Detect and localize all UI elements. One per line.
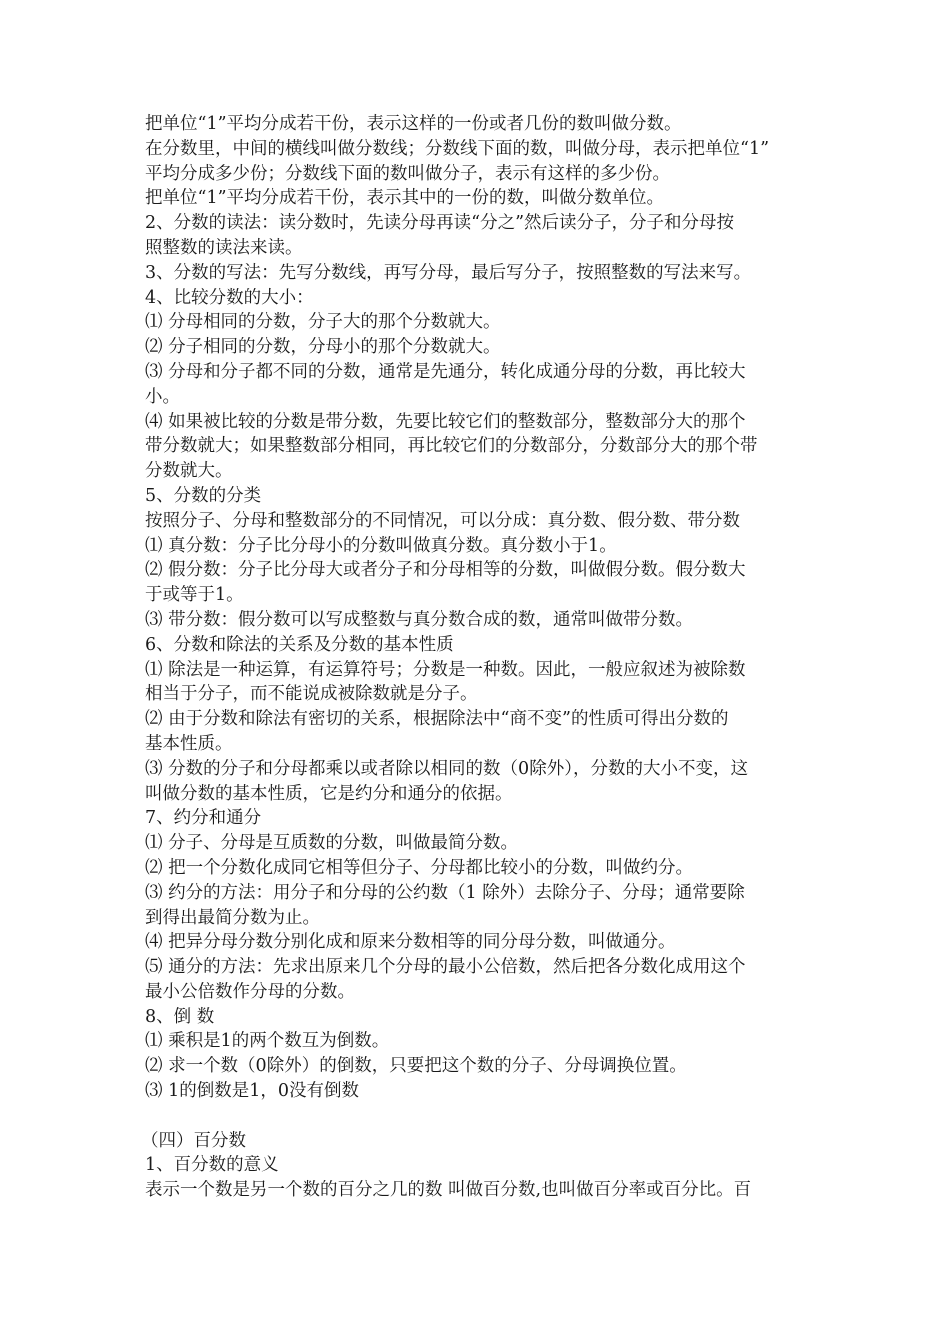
text-line: ⑵ 由于分数和除法有密切的关系，根据除法中“商不变”的性质可得出分数的 bbox=[145, 709, 729, 730]
text-line: ⑴ 乘积是1的两个数互为倒数。 bbox=[145, 1031, 390, 1052]
text-line: ⑵ 分子相同的分数，分母小的那个分数就大。 bbox=[145, 337, 501, 358]
text-line: 相当于分子，而不能说成被除数就是分子。 bbox=[145, 684, 478, 705]
text-line: 3、分数的写法：先写分数线，再写分母，最后写分子，按照整数的写法来写。 bbox=[145, 262, 752, 283]
text-line: 叫做分数的基本性质，它是约分和通分的依据。 bbox=[145, 783, 513, 804]
text-line: 4、比较分数的大小： bbox=[145, 287, 314, 308]
text-line: 把单位“1”平均分成若干份，表示其中的一份的数，叫做分数单位。 bbox=[145, 188, 665, 209]
text-line: 于或等于1。 bbox=[145, 585, 244, 606]
text-line: 平均分成多少份；分数线下面的数叫做分子，表示有这样的多少份。 bbox=[145, 163, 670, 184]
text-line: ⑴ 真分数：分子比分母小的分数叫做真分数。真分数小于1。 bbox=[145, 535, 617, 556]
text-line: ⑴ 分母相同的分数，分子大的那个分数就大。 bbox=[145, 312, 501, 333]
text-line: 表示一个数是另一个数的百分之几的数 叫做百分数,也叫做百分率或百分比。百 bbox=[145, 1180, 752, 1201]
text-line: 把单位“1”平均分成若干份，表示这样的一份或者几份的数叫做分数。 bbox=[145, 114, 682, 134]
text-line: 5、分数的分类 bbox=[145, 485, 262, 506]
text-line: ⑵ 假分数：分子比分母大或者分子和分母相等的分数，叫做假分数。假分数大 bbox=[145, 560, 746, 581]
text-line: 2、分数的读法：读分数时，先读分母再读“分之”然后读分子，分子和分母按 bbox=[145, 213, 735, 234]
text-line: 8、倒 数 bbox=[145, 1006, 215, 1027]
text-line: ⑴ 除法是一种运算，有运算符号；分数是一种数。因此，一般应叙述为被除数 bbox=[145, 659, 746, 680]
text-line: 在分数里，中间的横线叫做分数线；分数线下面的数，叫做分母，表示把单位“1” bbox=[145, 138, 770, 159]
text-line: 6、分数和除法的关系及分数的基本性质 bbox=[145, 634, 454, 655]
text-line: 7、约分和通分 bbox=[145, 808, 262, 829]
text-line: ⑵ 把一个分数化成同它相等但分子、分母都比较小的分数，叫做约分。 bbox=[145, 857, 694, 878]
text-line: 照整数的读法来读。 bbox=[145, 237, 303, 258]
text-line: ⑶ 约分的方法：用分子和分母的公约数（1 除外）去除分子、分母；通常要除 bbox=[145, 882, 745, 903]
text-line: ⑶ 分母和分子都不同的分数，通常是先通分，转化成通分母的分数，再比较大 bbox=[145, 361, 746, 382]
text-line: ⑶ 分数的分子和分母都乘以或者除以相同的数（0除外），分数的大小不变，这 bbox=[145, 758, 748, 779]
document-body bbox=[141, 112, 810, 1203]
text-line: 分数就大。 bbox=[145, 461, 233, 482]
section-heading: （四）百分数 bbox=[141, 1130, 246, 1151]
text-line: ⑷ 把异分母分数分别化成和原来分数相等的同分母分数，叫做通分。 bbox=[145, 932, 676, 953]
text-line: ⑷ 如果被比较的分数是带分数，先要比较它们的整数部分，整数部分大的那个 bbox=[145, 411, 746, 432]
text-line: 按照分子、分母和整数部分的不同情况，可以分成：真分数、假分数、带分数 bbox=[145, 510, 740, 531]
text-line: ⑶ 带分数：假分数可以写成整数与真分数合成的数，通常叫做带分数。 bbox=[145, 609, 694, 630]
text-line: 1、百分数的意义 bbox=[145, 1155, 279, 1176]
text-line: 基本性质。 bbox=[145, 733, 233, 754]
text-line: 到得出最简分数为止。 bbox=[145, 907, 320, 928]
text-line: ⑴ 分子、分母是互质数的分数，叫做最简分数。 bbox=[145, 833, 519, 854]
text-line: ⑵ 求一个数（0除外）的倒数，只要把这个数的分子、分母调换位置。 bbox=[145, 1056, 687, 1077]
text-line: 小。 bbox=[145, 386, 180, 407]
text-line: ⑸ 通分的方法：先求出原来几个分母的最小公倍数，然后把各分数化成用这个 bbox=[145, 957, 746, 978]
text-line: 带分数就大；如果整数部分相同，再比较它们的分数部分，分数部分大的那个带 bbox=[145, 436, 758, 457]
blank-line bbox=[145, 1104, 810, 1129]
text-line: ⑶ 1的倒数是1，0没有倒数 bbox=[145, 1081, 359, 1102]
text-line: 最小公倍数作分母的分数。 bbox=[145, 981, 355, 1002]
